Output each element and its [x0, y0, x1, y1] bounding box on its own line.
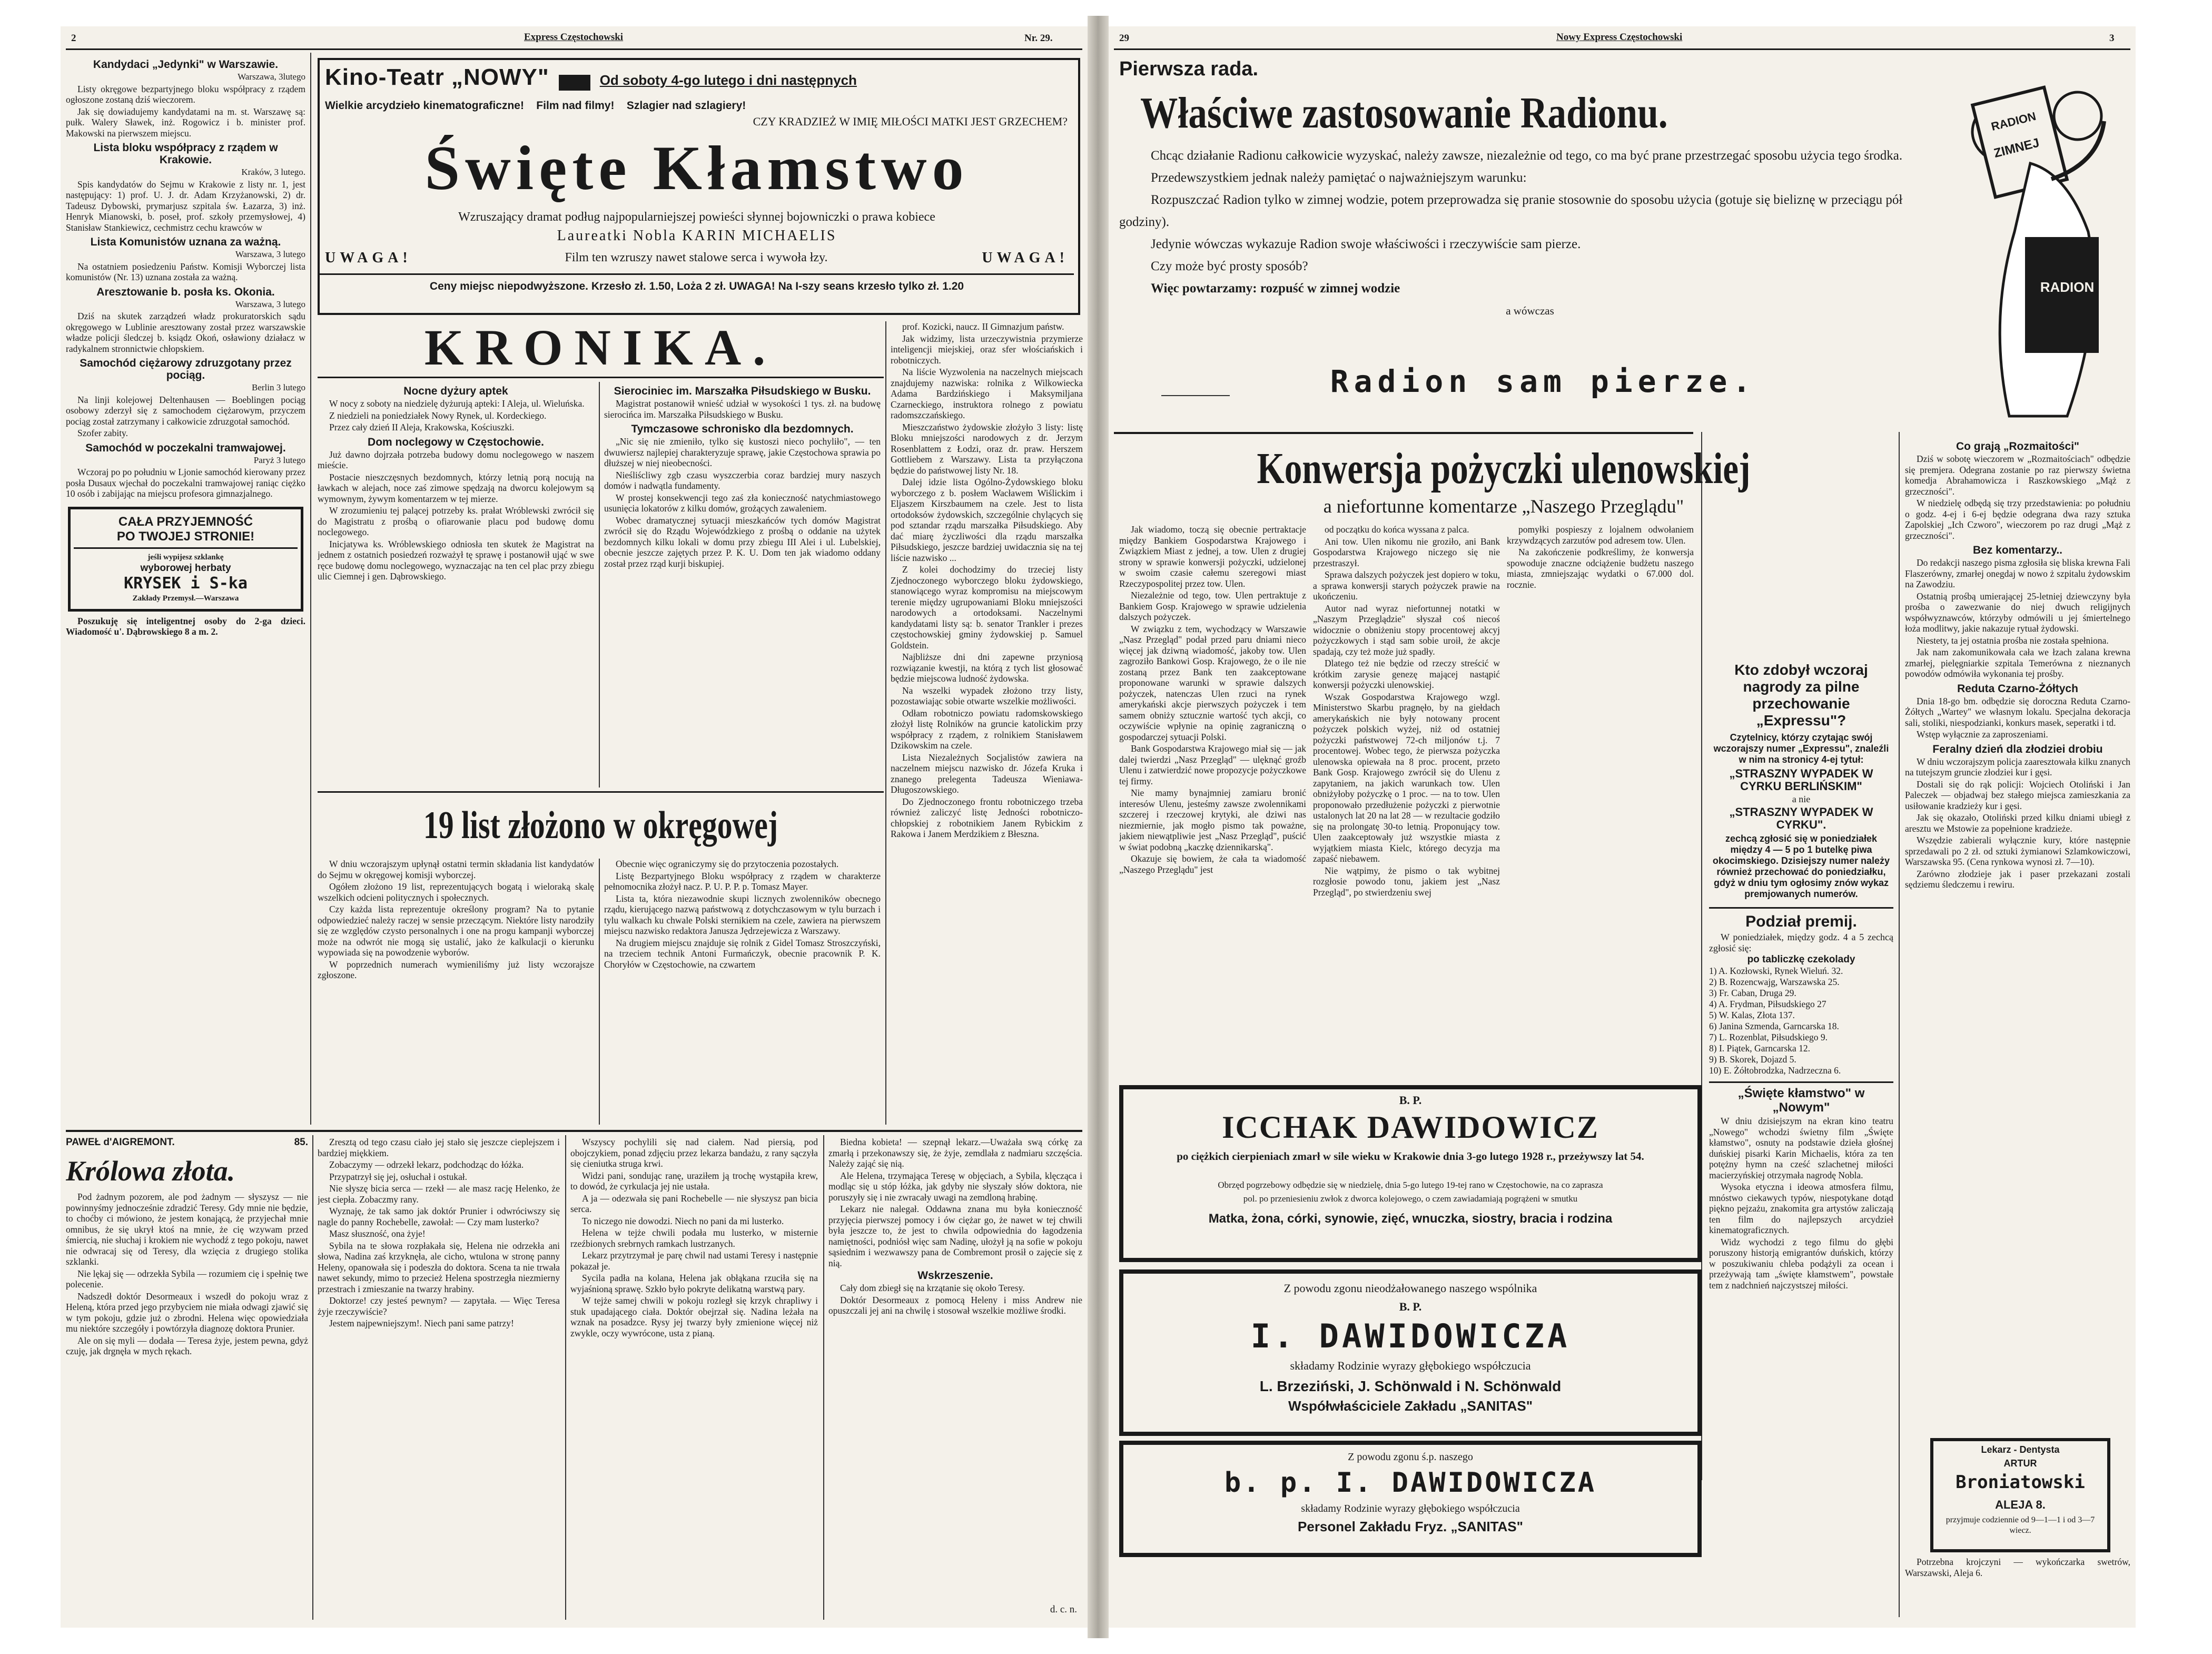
ad-line-2: PO TWOJEJ STRONIE! — [74, 529, 298, 549]
radion-line: Przedewszystkiem jednak należy pamiętać o najważniejszym warunku: — [1151, 171, 1527, 185]
film-title: Święte Kłamstwo — [424, 133, 969, 203]
article-heading: Lista bloku współpracy z rządem w Krakowie. — [93, 142, 278, 166]
paragraph: Jak wiadomo, toczą się obecnie pertraktacje między Bankiem Gospodarstwa Krajowego i Związkiem Miast z jednej, a tow. Ulen z drugiej strony w sprawie konwersji pożyczki, udzielonej w swoim czasie całemu szeregowi miast Rzeczypospolitej przez tow. Ulen. — [1119, 524, 1306, 589]
radion-slogan: Radion sam pierze. — [1330, 363, 1756, 399]
column-rule — [312, 1135, 313, 1620]
radion-line: Rozpuszczać Radion tylko w zimnej wodzie, potem przeprowadza się pranie stosownie do sposobu użycia (gotuje się bieliznę w przeciągu pół godziny). — [1119, 193, 1903, 229]
paragraph: Lekarz nie nalegał. Oddawna znana mu była konieczność przyjęcia pierwszej pomocy i ów ciężar go, że nawet w tej chwili była jeszcze to, że jest to chwila odpowiednia do łagodzenia namiętności, podniósł więc sam Nadinę, ułożył ją na sofie w pokoju sąsiednim i wezwawszy pana de Combremont prosił o zajęcie się z nią. — [828, 1204, 1082, 1268]
radion-line: Czy może być prosty sposób? — [1151, 259, 1308, 273]
dentist-address: ALEJA 8. — [1995, 1498, 2046, 1511]
feuilleton-author: PAWEŁ d'AIGREMONT. — [66, 1137, 175, 1148]
paragraph: Okazuje się bowiem, że cała ta wiadomość „Naszego Przeglądu" jest — [1119, 853, 1306, 875]
paragraph: Wszak Gospodarstwa Krajowego wzgl. Ministerstwo Skarbu pragnęło, by na giełdach amerykańskich nie były notowany procent pożyczek polskich wyżej, niż od ostatniej pożyczki państwowej 72-ch miljonów t.j. 7 procentowej. Wobec tego, że pierwsza pożyczka ulenowska opiewała na 8 proc. procent, przeto Bank Gosp. Krajowego zwrócił się do Ulenu z zapytaniem, na jakich warunkach tow. Ulen obniżyłoby pożyczkę o 1 proc. — na to tow. Ulen proponowało przedłużenie pożyczki z pierwotnie ustalonych lat 20 na lat 28 — w rezultacie godziło się na prolongatę 30-to letnią. Proponujący tow. Ulen zaakceptowały już wszystkie miasta z wyjątkiem miasta Kielc, którego decyzja ma zapaść niebawem. — [1313, 691, 1500, 864]
paragraph: Postacie nieszczęsnych bezdomnych, którzy letnią porą nocują na ławkach w alejach, noce zaś zimowe spędzają na dworcu kolejowym są wymownym, żywym komentarzem w tej mierze. — [318, 471, 594, 504]
paragraph: Wskrzeszenie. — [917, 1269, 993, 1282]
paragraph: Pod żadnym pozorem, ale pod żadnym — słyszysz — nie powinnyśmy jednocześnie zdradzić Teresy. Gdy mnie nie będzie, to choćby ci mówiono, że jestem konającą, że przyjechał mnie omnibus, że się ukrył ktoś na mnie, że cię wzywam przed śmiercią, nie słuchaj i krokiem nie wychodź z tego pokoju, nawet nie odwracaj się od Teresy, dla wzięcia z drugiego stolika szklanki. — [66, 1192, 308, 1267]
paragraph: Dnia 18-go bm. odbędzie się doroczna Reduta Czarno-Żółtych „Wartey" we własnym lokalu. Specjalna dekoracja sali, stoliki, niespodzianki, konkurs masek, seperatki i td. — [1905, 695, 2130, 728]
konwersja-subhead: a niefortunne komentarze „Naszego Przeglądu" — [1323, 496, 1684, 517]
section-rule — [1709, 907, 1893, 909]
konwersja-headline: Konwersja pożyczki ulenowskiej — [1257, 444, 1751, 493]
article-heading: Co grają „Rozmaitości" — [1956, 440, 2079, 452]
winners-list — [1709, 966, 1893, 1076]
paragraph: Nie mamy bynajmniej zamiaru bronić interesów Ulenu, jesteśmy zawsze zwolennikami szczerej i rzeczowej krytyki, ale dziwi nas niezmiernie, jak mogło pismo tak poważne, jakiem niewątpliwie jest „Nasz Przegląd", puścić w świat podobną „kaczkę dziennikarską". — [1119, 787, 1306, 852]
radion-kicker: Pierwsza rada. — [1119, 58, 1259, 80]
ticket-prices: Ceny miejsc niepodwyższone. Krzesło zł. 1.50, Loża 2 zł. UWAGA! Na I-szy seans krzesło tylko zł. 1.20 — [429, 280, 964, 292]
article-heading: Bez komentarzy.. — [1973, 544, 2062, 556]
winner-entry: 2) B. Rozencwajg, Warszawska 25. — [1709, 977, 1840, 987]
paragraph: Lekarz przytrzymał je parę chwil nad ustami Teresy i następnie pokazał je. — [570, 1250, 818, 1272]
funeral-name: ICCHAK DAWIDOWICZ — [1222, 1110, 1599, 1145]
funeral-bp: B. P. — [1399, 1094, 1422, 1107]
paragraph: Jak widzimy, lista urzeczywistnia przymierze inteligencji miejskiej, oraz sfer włościańskich i robotniczych. — [891, 333, 1083, 366]
feuilleton-number: 85. — [294, 1137, 308, 1148]
paragraph: Do redakcji naszego pisma zgłosiła się bliska krewna Fali Flaszerówny, zmarłej onegdaj w nowo ż szpitalu żydowskim na Zawodziu. — [1905, 557, 2130, 589]
condolence-notice-1 — [1119, 1269, 1702, 1436]
cinema-tagline-3: Szlagier nad szlagiery! — [626, 100, 746, 112]
dash-decor — [1161, 395, 1230, 396]
column-rule — [885, 321, 886, 1125]
section-rule — [318, 791, 884, 793]
paragraph: W nocy z soboty na niedzielę dyżurują apteki: I Aleja, ul. Wieluńska. — [329, 398, 585, 409]
paragraph: Mieszczaństwo żydowskie złożyło 3 listy: listę Bloku mniejszości narodowych z dr. Jerzym Rosenblattem z Łodzi, oraz dr. praw. Herszem Gottliebem z Warszawy. Lista ta przyłączona będzie do państwowej listy Nr. 18. — [891, 421, 1083, 476]
job-notice: Potrzebna krojczyni — wykończarka swetrów, Warszawski, Aleja 6. — [1905, 1557, 2130, 1578]
lista19-column-b — [604, 859, 881, 1125]
paragraph: Widzi pani, sondując ranę, uraziłem ją trochę wystąpiła krew, to dowód, że cyrkulacja jej nie ustała. — [570, 1170, 818, 1192]
radion-line: Chcąc działanie Radionu całkowicie wyzyskać, należy zawsze, niezależnie od tego, co ma być prane przestrzegać sposobu użycia tego środka. — [1151, 149, 1903, 163]
konwersja-column-1 — [1119, 524, 1306, 1082]
condolence-1-line-2: składamy Rodzinie wyrazy głębokiego współczucia — [1290, 1359, 1531, 1372]
column-rule — [565, 1135, 566, 1620]
ad-firm-sub: Zakłady Przemysł.—Warszawa — [132, 594, 239, 603]
paragraph: W poprzednich numerach wymieniliśmy już listy wczorajsze zgłoszone. — [318, 959, 594, 980]
swiete-body — [1709, 1116, 1893, 1390]
paragraph: Wszyscy pochylili się nad ciałem. Nad piersią, pod obojczykiem, ponad zdjęciu przez lekarza bandażu, z rany sączyła się cieniutka struga krwi. — [570, 1137, 818, 1169]
paragraph: Ani tow. Ulen nikomu nie groziło, ani Bank Gospodarstwa Krajowego niczego się nie przestraszył. — [1313, 536, 1500, 568]
winner-entry: 7) L. Rozenblat, Piłsudskiego 9. — [1709, 1032, 1828, 1042]
article-heading: Samochód ciężarowy zdruzgotany przez pociąg. — [80, 357, 292, 381]
paragraph: od początku do końca wyssana z palca. — [1325, 524, 1469, 535]
feuilleton-rule — [66, 1130, 1082, 1132]
paragraph: Niestety, ta jej ostatnia prośba nie została spełniona. — [1917, 635, 2109, 646]
kronika-title: KRONIKA. — [424, 319, 777, 376]
article-heading: Samochód w poczekalni tramwajowej. — [85, 441, 286, 454]
prize-a-nie: a nie — [1792, 794, 1811, 804]
dentist-advertisement — [1930, 1438, 2110, 1552]
paragraph: Ale on się myli — dodała — Teresa żyje, jestem pewna, gdyż czuję, jak drgnęła w mych rękach. — [66, 1335, 308, 1356]
condolence-2-line-1: Z powodu zgonu ś.p. naszego — [1348, 1451, 1473, 1463]
film-description: Wzruszający dramat podług najpopularniejszej powieści słynnej bojowniczki o prawa kobiece — [458, 210, 935, 224]
paragraph: Lista ta, która niezawodnie skupi licznych zwolenników obecnego rządu, kierującego nazwą państwową z dotychczasowym w tylu burzach i tylu walkach ku chwale Polski sternikiem na czele, zawiera na pierwszem miejscu nazwisko redaktora Janusza Jędrzejewicza z Warszawy. — [604, 893, 881, 936]
paragraph: Sprawa dalszych pożyczek jest dopiero w toku, a sprawa konwersji starych pożyczek prawie na ukończeniu. — [1313, 569, 1500, 602]
article-heading: Dom noclegowy w Częstochowie. — [368, 436, 544, 448]
dateline: Warszawa, 3 lutego — [235, 299, 305, 309]
article-heading: Reduta Czarno-Żółtych — [1957, 682, 2078, 695]
radion-washerwoman-illustration — [1946, 58, 2130, 427]
column-rule — [599, 859, 600, 1125]
election-lists-column — [891, 321, 1083, 1125]
dateline: Warszawa, 3 lutego — [235, 249, 305, 259]
paragraph: „Nic się nie zmieniło, tylko się kustoszi nieco pochyliło", — ten dwuwiersz najlepiej charakteryzuje sprawę, jakie Częstochowa sprawia po dłuższej w niej nieobecności. — [604, 436, 881, 468]
article-heading: Kandydaci „Jedynki" w Warszawie. — [93, 58, 279, 71]
paragraph: Ogółem złożono 19 list, reprezentujących bogatą i wieloraką skalę wszelkich odcieni politycznych i społecznych. — [318, 881, 594, 903]
paragraph: Wyznaję, że tak samo jak doktór Prunier i odwróciwszy się nagle do panny Rochebelle, zawołał: — Czy mam lusterko? — [318, 1206, 560, 1227]
paragraph: Zresztą od tego czasu ciało jej stało się jeszcze cieplejszem i bardziej miękkiem. — [318, 1137, 560, 1158]
dateline: Paryż 3 lutego — [253, 455, 305, 465]
paragraph: Doktorze! czy jesteś pewnym? — zapytała. — Więc Teresa żyje rzeczywiście? — [318, 1295, 560, 1317]
paragraph: Już dawno dojrzała potrzeba budowy domu noclegowego w naszem mieście. — [318, 449, 594, 470]
paragraph: prof. Kozicki, naucz. II Gimnazjum państw. — [902, 321, 1064, 332]
dentist-title: Lekarz - Dentysta — [1981, 1444, 2060, 1455]
paragraph: W związku z tem, wychodzący w Warszawie „Nasz Przegląd" podał przed paru dniami nieco więcej jak dziwną wiadomość, jakoby tow. Ulen zagroziło Bankowi Gosp. Krajowego, że o ile nie zostaną przez Bank ten zaakceptowane proponowane warunki w sprawie dalszych pożyczek, natenczas Ulen rzuci na rynek amerykański akcje pierwszych pożyczek i tem samem obniży sztucznie wartość tych akcji, co oczywiście wpłynie na opinię zagraniczną o gospodarczej sytuacji Polski. — [1119, 623, 1306, 742]
paragraph: Obecnie więc ograniczymy się do przytoczenia pozostałych. — [616, 859, 839, 869]
dateline: Warszawa, 3lutego — [238, 72, 305, 82]
lista19-headline: 19 list złożono w okręgowej — [423, 804, 778, 847]
article-heading: Tymczasowe schronisko dla bezdomnych. — [631, 423, 854, 435]
paragraph: Z kolei dochodzimy do trzeciej listy Zjednoczonego wyborczego bloku żydowskiego, stanowiącego wyraz kompromisu na miejscowym terenie między ugrupowaniami Bloku mniejszości narodowych a ortodoksami. Naczelnymi kandydatami listy są: b. senator Trankler i prezes częstochowskiej gminy żydowskiej p. Samuel Goldstein. — [891, 564, 1083, 651]
uwaga-left: UWAGA! — [325, 250, 412, 266]
konwersja-column-3 — [1507, 524, 1694, 656]
paragraph: Jestem najpewniejszym!. Niech pani same patrzy! — [329, 1318, 514, 1328]
left-page — [61, 26, 1088, 1628]
section-rule — [1114, 432, 1693, 434]
paragraph: Szofer zabity. — [77, 428, 129, 438]
paragraph: Dziś na skutek zarządzeń władz prokuratorskich sądu okręgowego w Lublinie aresztowany został przez warszawskie władze policji śledczej b. ksiądz Okoń, osławiony działacz w radykalnem stronnictwie chłopskiem. — [66, 311, 305, 354]
paragraph: Niezależnie od tego, tow. Ulen pertraktuje z Bankiem Gosp. Krajowego w sprawie udzielenia dalszych pożyczek. — [1119, 590, 1306, 622]
paragraph: Jak nam zakomunikowała cała we łzach zalana krewna zmarłej, pielęgniarkie szpitala Temerówna z nieznanych powodów odmówiła wykonania tej prośby. — [1905, 647, 2130, 679]
ad-firm: KRYSEK i S-ka — [124, 574, 248, 593]
header-rule — [66, 48, 1082, 50]
column-rule — [599, 382, 600, 787]
ad-line-1: CAŁA PRZYJEMNOŚĆ — [118, 514, 253, 529]
issue-number: Nr. 29. — [1024, 33, 1053, 44]
paragraph: pomyłki pospieszy z lojalnem odwołaniem krzywdzących zarzutów pod adresem tow. Ulen. — [1507, 524, 1694, 546]
winner-entry: 1) A. Kozłowski, Rynek Wieluń. 32. — [1709, 966, 1843, 976]
paragraph: Dalej idzie lista Ogólno-Żydowskiego bloku wyborczego z b. posłem Wacławem Wiślickim i Eljaszem Kirszbaumem na czele. Jest to lista ortodoksów żydowskich, szczególnie chylących się pod sztandar rządu marszałka Piłsudskiego. Aby dać miarę życzliwości dla rządu marszałka Piłsudskiego, jeszcze bardziej uwidacznia się na tej liście nazwisko ... — [891, 477, 1083, 563]
column-rule — [1899, 432, 1900, 1617]
swiete-heading: „Święte kłamstwo" w „Nowym" — [1737, 1086, 1865, 1115]
konwersja-column-2 — [1313, 524, 1500, 1082]
dentist-first-name: ARTUR — [2003, 1458, 2037, 1469]
cinema-divider — [320, 273, 1074, 275]
cinema-dates: Od soboty 4-go lutego i dni następnych — [599, 72, 857, 88]
paragraph: Na wszelki wypadek złożono trzy listy, pozostawiając sobie otwarte wszelkie możliwości. — [891, 685, 1083, 706]
paragraph: Wysoka etyczna i ideowa atmosfera filmu, mnóstwo ciekawych typów, niespotykane dotąd piękno pejzażu, znakomita gra artystów zaliczają ten film do najlepszych arcydzieł kinematograficznych. — [1709, 1182, 1893, 1235]
condolence-2-line-2: składamy Rodzinie wyrazy głębokiego współczucia — [1301, 1503, 1520, 1514]
paragraph: Wobec dramatycznej sytuacji mieszkańców tych domów Magistrat zwrócił się do Rządu Wojewódzkiego z prośbą o oddanie na użytek bezdomnych kilku lokali w domu przy zbiegu III Alei i ul. Lubelskiej, obecnie jeszcze zajętych przez P. K. U. Dom ten jak wiadomo oddany został przez rząd kurji biskupiej. — [604, 515, 881, 569]
article-heading: Feralny dzień dla złodziei drobiu — [1932, 743, 2103, 755]
column-rule — [310, 53, 311, 1125]
funeral-line-1: po ciężkich cierpieniach zmarł w sile wieku w Krakowie dnia 3-go lutego 1928 r., przeżywszy lat 54. — [1177, 1150, 1644, 1163]
article-heading: Sierociniec im. Marszałka Piłsudskiego w Busku. — [614, 385, 871, 397]
prize-title-2: „STRASZNY WYPADEK W CYRKU". — [1729, 805, 1873, 831]
paragraph: Wstęp wyłącznie za zaproszeniami. — [1917, 729, 2048, 740]
paragraph: Nie słyszę bicia serca — rzekł — ale masz rację Helenko, że jest ciepła. Zobaczmy rany. — [318, 1183, 560, 1205]
dateline: Berlin 3 lutego — [252, 382, 305, 392]
prize-heading: Kto zdobył wczoraj nagrody za pilne przechowanie „Expressu"? — [1734, 662, 1868, 728]
funeral-notice — [1119, 1085, 1702, 1262]
paragraph: Odłam robotniczo powiatu radomskowskiego złożył listę Rolników na gruncie katolickim przy współpracy z rządem, z rolnikiem Stanisławem Dzikowskim na czele. — [891, 707, 1083, 751]
feuilleton-column-1 — [66, 1192, 308, 1618]
paragraph: Nadszedł doktór Desormeaux i wszedł do pokoju wraz z Heleną, która przed jego przybyciem nie miała odwagi zjawić się w tym pokoju, gdzie już o zbrodni. Helena więc opowiedziała mu niektóre szczegóły i powtórzyła diagnozę doktora Prunier. — [66, 1291, 308, 1334]
paragraph: Z niedzieli na poniedziałek Nowy Rynek, ul. Kordeckiego. — [329, 410, 547, 421]
condolence-1-signers: L. Brzeziński, J. Schönwald i N. Schönwald — [1259, 1378, 1562, 1394]
dentist-surname: Broniatowski — [1956, 1472, 2085, 1493]
paragraph: Jak się okazało, Otoliński przed kilku dniami ubiegł z aresztu we Mstowie za popełnione kradzieże. — [1905, 812, 2130, 834]
paragraph: Inicjatywa ks. Wróblewskiego odniosła ten skutek że Magistrat na jednem z ostatnich posiedzeń rozważył tę sprawę i postanowił ująć w swe ręce budowę domu noclegowego, wyznaczając na ten cel plac przy zbiegu ulic Ciemnej i gen. Dąbrowskiego. — [318, 538, 594, 582]
masthead: Nowy Express Częstochowski — [1556, 32, 1683, 43]
winner-entry: 6) Janina Szmenda, Garncarska 18. — [1709, 1021, 1839, 1031]
uwaga-right: UWAGA! — [982, 250, 1069, 266]
article-heading: Lista Komunistów uznana za ważną. — [90, 236, 281, 248]
ad-line-3: jeśli wypijesz szklankę — [147, 553, 224, 562]
kronika-rule — [318, 377, 884, 378]
paragraph: Cały dom zbiegł się na krzątanie się około Teresy. — [840, 1283, 1025, 1293]
prize-intro: Czytelnicy, którzy czytając swój wczorajszy numer „Expressu", znaleźli w nim na stronicy 4-ej tytuł: — [1713, 732, 1889, 765]
paragraph: Na drugiem miejscu znajduje się rolnik z Gidel Tomasz Stroszczyński, na trzeciem technik Antoni Furmańczyk, obecnie pracownik P. K. Choryłów w Częstochowie, na czwartem — [604, 937, 881, 970]
radion-headline: Właściwe zastosowanie Radionu. — [1140, 88, 1668, 137]
paragraph: Ale Helena, trzymająca Teresę w objęciach, a Sybila, klęcząca i modląc się u stóp łóżka, jak gdyby nie słyszały słów doktora, nie poruszyły się i nie zwracały uwagi na zemdloną hrabinę. — [828, 1170, 1082, 1203]
paragraph: Lista Niezależnych Socjalistów zawiera na naczelnem miejscu nazwisko dr. Józefa Kruka i znanego prelegenta Tadeusza Wieniawa-Długoszowskiego. — [891, 752, 1083, 795]
article-heading: Nocne dyżury aptek — [403, 385, 508, 397]
paragraph: Na zakończenie podkreślimy, że konwersja spowoduje znaczne odciążenie budżetu naszego miasta, zmniejszając wydatki o 67.000 dol. rocznie. — [1507, 547, 1694, 590]
paragraph: Nie lękaj się — odrzekła Sybila — rozumiem cię i spełnię twe polecenie. — [66, 1268, 308, 1289]
paragraph: Na linji kolejowej Deltenhausen — Boeblingen pociąg osobowy zderzył się z samochodem ciężarowym, przyczem pociąg został zatrzymany i całkowicie zdruzgotał samochód. — [66, 394, 305, 427]
condolence-1-bp: B. P. — [1399, 1300, 1422, 1313]
column-rule — [823, 1135, 824, 1620]
paragraph: Spis kandydatów do Sejmu w Krakowie z listy nr. 1, jest następujący: 1) prof. U. J. dr. Adam Krzyżanowski, 2) dr. Tadeusz Dybowski, prymarjusz szpitala św. Łazarza, 3) inż. Henryk Mianowski, b. poseł, prof. szkoły przemysłowej, 4) Stanisław Stankiewicz, cechmistrz cechu krawców w — [66, 179, 305, 233]
winner-entry: 8) I. Piątek, Garncarska 12. — [1709, 1043, 1810, 1054]
kronika-column-b — [604, 382, 881, 787]
local-news-column — [1905, 437, 2130, 1433]
paragraph: Masz słuszność, ona żyje! — [329, 1228, 426, 1239]
cinema-name: Kino-Teatr „NOWY" — [325, 64, 549, 90]
to-be-continued: d. c. n. — [1050, 1604, 1077, 1615]
paragraph: W prostej konsekwencji tego zaś zła konieczność natychmiastowego usunięcia lokatorów z kilku domów, grożących zawaleniem. — [604, 492, 881, 514]
feuilleton-title: Królowa złota. — [66, 1155, 235, 1187]
film-author: Laureatki Nobla KARIN MICHAELIS — [557, 228, 837, 244]
condolence-2-firm: Personel Zakładu Fryz. „SANITAS" — [1298, 1519, 1523, 1534]
paragraph: Bank Gospodarstwa Krajowego miał się — jak dalej twierdzi „Nasz Przegląd" — ulęknąć groźb Ulenu i zatwierdzić nowe propozycje pożyczkowe tej firmy. — [1119, 743, 1306, 786]
tea-advertisement — [68, 507, 303, 612]
header-rule — [1114, 48, 2130, 50]
feuilleton-column-2 — [318, 1137, 560, 1619]
prize-text: zechcą zgłosić się w poniedziałek między 4 — 5 po 1 butelkę piwa okocimskiego. Dzisiejszy numer należy również przechować do poniedziałku, gdyż w dniu tym ogłosimy znów wykaz premjowanych numerów. — [1712, 833, 1890, 899]
paragraph: Najbliższe dni dni zapewne przyniosą rozwiązanie kwestji, na którą z tych list głosować będzie miejscowa ludność żydowska. — [891, 652, 1083, 684]
page-number-left: 29 — [1119, 33, 1129, 44]
kronika-column-a — [318, 382, 594, 787]
classified-notice: Poszukuję się inteligentnej osoby do 2-ga dzieci. Wiadomość u'. Dąbrowskiego 8 a m. 2. — [66, 615, 305, 637]
radion-line: Więc powtarzamy: rozpuść w zimnej wodzie — [1151, 281, 1400, 296]
condolence-1-line-1: Z powodu zgonu nieodżałowanego naszego wspólnika — [1283, 1282, 1537, 1295]
paragraph: W zrozumieniu tej palącej potrzeby ks. prałat Wróblewski zwrócił się do Magistratu z prośbą o ofiarowanie placu pod budowę domu noclegowego. — [318, 505, 594, 537]
news-column-left — [66, 55, 305, 1125]
paragraph: W dniu wczorajszym policja zaaresztowała kilku znanych na tutejszym gruncie złodziei kur i gęsi. — [1905, 756, 2130, 777]
funeral-family: Matka, żona, córki, synowie, zięć, wnuczka, siostry, bracia i rodzina — [1208, 1212, 1613, 1226]
cinema-question: CZY KRADZIEŻ W IMIĘ MIŁOŚCI MATKI JEST GRZECHEM? — [753, 115, 1068, 128]
feuilleton-column-3 — [570, 1137, 818, 1619]
paragraph: To niczego nie dowodzi. Niech no pani da mi lusterko. — [582, 1215, 784, 1226]
podzial-heading: Podział premij. — [1745, 913, 1857, 930]
paragraph: Do Zjednoczonego frontu robotniczego trzeba również zaliczyć listę Jedności robotniczo-chłopskiej z robotnikiem Janem Rybickim z Rakowa i Janem Merdzikiem z Błeszna. — [891, 796, 1083, 839]
dateline: Kraków, 3 lutego. — [241, 167, 305, 177]
page-number-right: 3 — [2109, 33, 2115, 44]
paragraph: Dostali się do rąk policji: Wojciech Otoliński i Jan Paleczek — objadwaj bez stałego miejsca zamieszkania za usiłowanie kradzieży kur i gęsi. — [1905, 779, 2130, 811]
cinema-tagline-2: Film nad filmy! — [536, 100, 615, 112]
condolence-notice-2 — [1119, 1441, 1702, 1557]
podzial-sub: po tabliczkę czekolady — [1747, 954, 1855, 965]
paragraph: Zarówno złodzieje jak i paser przekazani zostali sędziemu śledczemu i rewiru. — [1905, 868, 2130, 890]
paragraph: Czy każda lista reprezentuje określony program? Na to pytanie odpowiedzieć należy raczej w sensie przeczącym. Niektóre listy narodziły się ze względów czysto personalnych i one na progu kampanji wyborczej może na odwrót nie mogą się ustalić, jako że kalkulacji o kierunku wypowiada się na powodzenie wyborów. — [318, 904, 594, 958]
paragraph: Zobaczymy — odrzekł lekarz, podchodząc do łóżka. — [329, 1159, 524, 1170]
film-reel-icon — [559, 75, 590, 91]
paragraph: Autor nad wyraz niefortunnej notatki w „Naszym Przeglądzie" słyszał coś niecoś widocznie o obniżeniu stopy procentowej akcyj pożyczkowych i stąd sam sobie uroił, że akcje spadają, czy też może już spadły. — [1313, 603, 1500, 657]
paragraph: Listę Bezpartyjnego Bloku współpracy z rządem w charakterze pełnomocnika złożył nacz. P. U. P. P. p. Tomasz Mayer. — [604, 870, 881, 892]
funeral-line-3: pol. po przeniesieniu zwłok z dworca kolejowego, o czem zawiadamiają pogrążeni w smutku — [1243, 1194, 1578, 1204]
paragraph: Biedna kobieta! — szepnął lekarz.—Uważała swą córkę za zmarłą i przekonawszy się, że żyje, zemdlała z nadmiaru szczęścia. Należy zająć się nią. — [828, 1137, 1082, 1169]
winner-entry: 10) E. Żółtobrodzka, Nadrzeczna 6. — [1709, 1065, 1841, 1076]
condolence-2-name: b. p. I. DAWIDOWICZA — [1224, 1467, 1597, 1499]
paragraph: Helena w tejże chwili podała mu lusterko, w misternie rzeźbionych srebrnych ramkach lustrzanych. — [570, 1227, 818, 1249]
lista19-column-a — [318, 859, 594, 1125]
paragraph: W niedzielę odbędą się trzy przedstawienia: po południu o godz. 4-ej i 6-ej będzie odegrana dwa razy sztuka Zapolskiej „Ich Czworo", wieczorem po raz drugi „Mąż z grzeczności". — [1905, 498, 2130, 541]
prize-column — [1709, 658, 1893, 1617]
paragraph: Na ostatniem posiedzeniu Państw. Komisji Wyborczej lista komunistów (Nr. 13) uznana została za ważną. — [66, 261, 305, 282]
paragraph: W dniu wczorajszym upłynął ostatni termin składania list kandydatów do Sejmu w okręgowej komisji wyborczej. — [318, 859, 594, 880]
funeral-line-2: Obrzęd pogrzebowy odbędzie się w niedzielę, dnia 5-go lutego 19-tej rano w Częstochowie, na co zaprasza — [1218, 1180, 1603, 1190]
radion-line: a wówczas — [1506, 304, 1554, 317]
radion-body — [1119, 145, 1941, 366]
radion-apron-label: RADION — [2040, 279, 2095, 295]
paragraph: Listy okręgowe bezpartyjnego bloku współpracy z rządem ogłoszone zostaną dziś wieczorem. — [66, 83, 305, 105]
paragraph: Nieśliścliwy zgb czasu wyszczerbia coraz bardziej mury naszych domów i nadwątla fundamenty. — [604, 469, 881, 491]
right-page — [1109, 26, 2136, 1628]
masthead: Express Częstochowski — [524, 32, 624, 43]
article-heading: Aresztowanie b. posła ks. Okonia. — [96, 285, 275, 298]
prize-title-1: „STRASZNY WYPADEK W CYRKU BERLIŃSKIM" — [1729, 767, 1873, 793]
paragraph: Wczoraj po po południu w Ljonie samochód kierowany przez posła Dusaux wjechał do poczekalni tramwajowej raniąc ciężko 10 osób i zabijając na miejscu profesora gimnazjalnego. — [66, 467, 305, 499]
paragraph: Widz wychodzi z tego filmu do głębi poruszony historją emigrantów duńskich, którzy w poszukiwaniu chleba podążyli za ocean i przeżywają tam „święte kłamstwem", powstałe tem z nadchnień najczystszej miłości. — [1709, 1236, 1893, 1291]
page-number: 2 — [71, 33, 76, 44]
paragraph: Przypatrzył się jej, osłuchał i ostukał. — [329, 1171, 467, 1182]
podzial-intro: W poniedziałek, między godz. 4 a 5 zechcą zgłosić się: — [1709, 932, 1893, 953]
paragraph: Doktór Desormeaux z pomocą Heleny i miss Andrew nie opuszczali jej ani na chwilę i stosował wszelkie możliwe środki. — [828, 1294, 1082, 1316]
paragraph: Wszędzie zabierali wyłącznie kury, które następnie sprzedawali po 2 zł. od sztuki żymianowi Szlamkowiczowi, Warszawska 95. (Cena rynkowa wynosi zł. 7—10). — [1905, 835, 2130, 867]
radion-box-sub: ZIMNEJ — [1992, 135, 2041, 161]
ad-line-4: wyborowej herbaty — [140, 562, 231, 574]
paragraph: Ostatnią prośbą umierającej 25-letniej dziewczyny była prośba o zawezwanie do niej dwuch religijnych współwyznawców, którzyby odmówili u jej śmiertelnego łoża modlitwy, jakie nakazuje rytuał żydowski. — [1905, 590, 2130, 634]
paragraph: Sybila na te słowa rozpłakała się, Helena nie odrzekła ani słowa, Nadina zaś krzyknęła, ale cicho, wtulona w stronę panny Heleny, opanowała się i podeszła do doktora. Scena ta nie trwała nawet sekundy, mimo to przecież Helena spostrzegła niezmierny przestrach i zmieszanie na twarzy hrabiny. — [318, 1240, 560, 1294]
paragraph: Na liście Wyzwolenia na naczelnych miejscach znajdujemy nazwiska: rolnika z Wilkowiecka Adama Bardzińskiego i Maksymiljana Czarneckiego, instruktora rolnego z powiatu radomszczańskiego. — [891, 367, 1083, 420]
condolence-1-name: I. DAWIDOWICZA — [1250, 1317, 1571, 1355]
paragraph: Sycila padła na kolana, Helena jak obłąkana rzuciła się na wyjaśnioną sprawę. Szkło było pokryte delikatną warstwą pary. — [570, 1273, 818, 1294]
paragraph: Dziś w sobotę wieczorem w „Rozmaitościach" odbędzie się premjera. Odegrana zostanie po raz pierwszy świetna komedja Abrahamowicza i Raszkowskiego „Mąż z grzeczności". — [1905, 454, 2130, 497]
radion-line: Jedynie wówczas wykazuje Radion swoje właściwości i rzeczywiście sam pierze. — [1151, 237, 1581, 251]
radion-box-label: RADION — [1990, 109, 2038, 134]
dentist-hours: przyjmuje codziennie od 9—1—1 i od 3—7 wiecz. — [1946, 1515, 2095, 1535]
winner-entry: 3) Fr. Caban, Druga 29. — [1709, 988, 1796, 998]
paragraph: Magistrat postanowił wnieść udział w wysokości 1 tys. zł. na budowę sierocińca im. Marszałka Piłsudskiego w Busku. — [604, 398, 881, 420]
section-rule — [1709, 1081, 1893, 1083]
paragraph: W tejże samej chwili w pokoju rozległ się krzyk chrapliwy i stuk upadającego ciała. Doktór obejrzał się. Nadina leżała na wznak na posadzce. Rysy jej twarzy były zmienione więcej niż zwykle, oczy wywrócone, usta z pianą. — [570, 1295, 818, 1338]
film-warning: Film ten wzruszy nawet stalowe serca i wywoła łzy. — [565, 251, 828, 264]
paragraph: Dlatego też nie będzie od rzeczy streścić w krótkim zarysie genezę mającej nastąpić konwersji pożyczki ulenowskiej. — [1313, 658, 1500, 690]
paragraph: Nie wątpimy, że pismo o tak wybitnej rozgłosie powodo tonu, jakiem jest „Nasz Przegląd", po stwierdzeniu swej — [1313, 865, 1500, 898]
winner-entry: 5) W. Kalas, Złota 137. — [1709, 1010, 1795, 1020]
feuilleton-column-4 — [828, 1137, 1082, 1600]
page-gutter — [1088, 16, 1109, 1638]
winner-entry: 4) A. Frydman, Piłsudskiego 27 — [1709, 999, 1826, 1009]
paragraph: Przez cały dzień II Aleja, Krakowska, Kościuszki. — [329, 422, 515, 432]
cinema-advertisement — [318, 58, 1080, 315]
condolence-1-firm: Współwłaściciele Zakładu „SANITAS" — [1288, 1398, 1533, 1414]
paragraph: W dniu dzisiejszym na ekran kino teatru „Nowego" wchodzi świetny film „Święte kłamstwo", osnuty na podstawie dzieła głośnej duńskiej pisarki Karin Michaelis, która za ten potężny hymn na cześć szlachetnej miłości macierzyńskiej otrzymała nagrodę Nobla. — [1709, 1116, 1893, 1180]
paragraph: Jak się dowiadujemy kandydatami na m. st. Warszawę są: pułk. Walery Sławek, inż. Rogowicz i b. minister prof. Makowski na pierwszem miejscu. — [66, 106, 305, 139]
paragraph: A ja — odezwała się pani Rochebelle — nie słyszysz pan bicia serca. — [570, 1193, 818, 1214]
cinema-tagline-1: Wielkie arcydzieło kinematograficzne! — [325, 100, 524, 112]
winner-entry: 9) B. Skorek, Dojazd 5. — [1709, 1054, 1796, 1065]
